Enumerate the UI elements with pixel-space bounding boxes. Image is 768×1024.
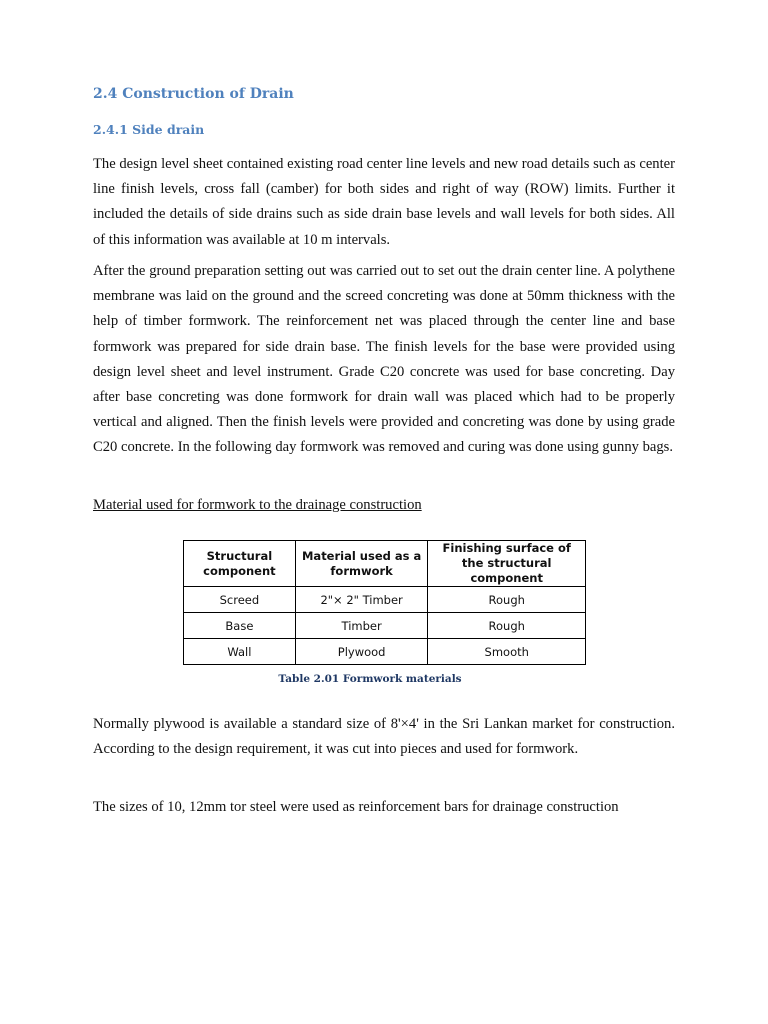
- cell-material: Plywood: [295, 639, 428, 665]
- cell-finish: Smooth: [428, 639, 586, 665]
- table-row: [184, 613, 586, 639]
- formwork-table: [183, 540, 586, 665]
- cell-finish: Rough: [428, 613, 586, 639]
- table-row: [184, 639, 586, 665]
- cell-material: Timber: [295, 613, 428, 639]
- cell-component: Base: [184, 613, 296, 639]
- table-header-row: [184, 541, 586, 587]
- table-caption: Table 2.01 Formwork materials: [278, 673, 462, 685]
- paragraph-4: The sizes of 10, 12mm tor steel were used as reinforcement bars for drainage construction: [93, 799, 619, 815]
- paragraph-3: Normally plywood is available a standard size of 8'×4' in the Sri Lankan market for construction. According to the design requirement, it was cut into pieces and used for formwork.: [93, 716, 675, 758]
- header-structural-component: Structural component: [184, 541, 296, 587]
- table-row: [184, 587, 586, 613]
- header-material: Material used as a formwork: [295, 541, 428, 587]
- paragraph-1: The design level sheet contained existing road center line levels and new road details such as center line finish levels, cross fall (camber) for both sides and right of way (ROW) limits. Further it included the details of side drains such as side drain base levels and wall levels for both sides. All of this information was available at 10 m intervals.: [93, 156, 675, 248]
- subsection-heading: 2.4.1 Side drain: [93, 122, 205, 137]
- section-heading: 2.4 Construction of Drain: [93, 86, 294, 102]
- header-finishing-surface: Finishing surface of the structural component: [428, 541, 586, 587]
- cell-material: 2"× 2" Timber: [295, 587, 428, 613]
- cell-finish: Rough: [428, 587, 586, 613]
- table-intro: Material used for formwork to the drainage construction: [93, 497, 422, 513]
- paragraph-2: After the ground preparation setting out was carried out to set out the drain center line. A polythene membrane was laid on the ground and the screed concreting was done at 50mm thickness with the help of timber formwork. The reinforcement net was placed through the center line and base formwork was prepared for side drain base. The finish levels for the base were provided using design level sheet and level instrument. Grade C20 concrete was used for base concreting. Day after base concreting was done formwork for drain wall was placed which had to be properly vertical and aligned. Then the finish levels were provided and concreting was done by using grade C20 concrete. In the following day formwork was removed and curing was done using gunny bags.: [93, 263, 675, 456]
- cell-component: Screed: [184, 587, 296, 613]
- cell-component: Wall: [184, 639, 296, 665]
